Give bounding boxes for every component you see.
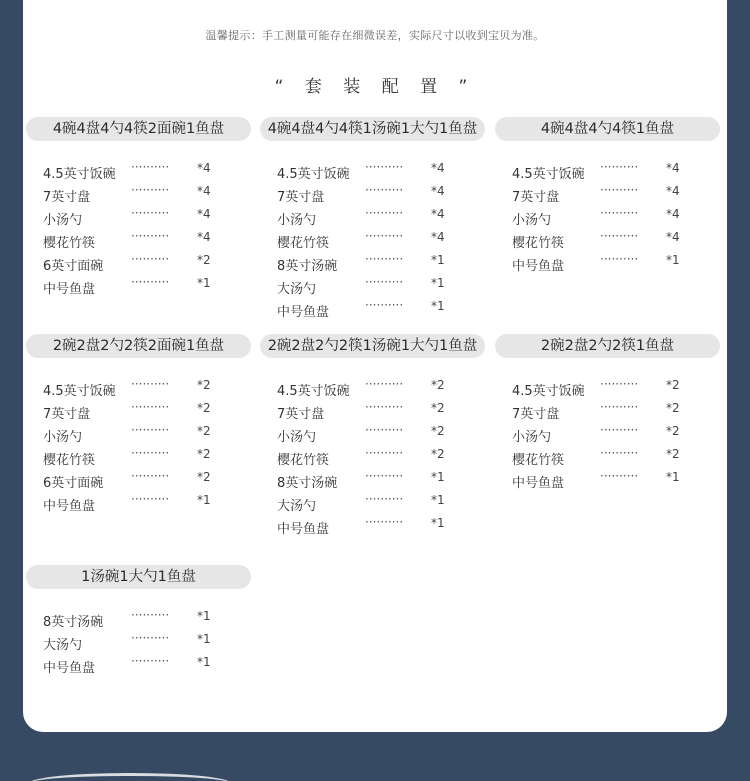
item-quantity: *4: [666, 161, 680, 175]
item-row: [26, 276, 251, 299]
item-name: 7英寸盘: [512, 190, 560, 205]
package-title: 4碗4盘4勺4筷1汤碗1大勺1鱼盘: [260, 117, 485, 141]
item-quantity: *2: [666, 401, 680, 415]
item-leader-dots: ··········: [131, 252, 170, 266]
package-title: 2碗2盘2勺2筷1汤碗1大勺1鱼盘: [260, 334, 485, 358]
item-row: [260, 161, 485, 184]
item-row: [26, 230, 251, 253]
item-name: 小汤勺: [43, 430, 83, 445]
item-quantity: *1: [197, 655, 211, 669]
item-name: 7英寸盘: [43, 190, 91, 205]
item-name: 樱花竹筷: [277, 236, 330, 251]
item-row: [495, 184, 720, 207]
item-quantity: *1: [666, 470, 680, 484]
item-leader-dots: ··········: [600, 469, 639, 483]
item-name: 4.5英寸饭碗: [43, 384, 116, 399]
item-leader-dots: ··········: [600, 423, 639, 437]
item-quantity: *1: [197, 493, 211, 507]
item-row: [260, 470, 485, 493]
item-quantity: *1: [431, 276, 445, 290]
package-items: [260, 161, 485, 322]
item-leader-dots: ··········: [131, 400, 170, 414]
item-leader-dots: ··········: [600, 377, 639, 391]
item-leader-dots: ··········: [365, 492, 404, 506]
item-name: 中号鱼盘: [512, 259, 565, 274]
item-quantity: *2: [197, 401, 211, 415]
item-row: [495, 378, 720, 401]
item-leader-dots: ··········: [365, 183, 404, 197]
item-name: 樱花竹筷: [512, 236, 565, 251]
item-quantity: *2: [666, 447, 680, 461]
item-quantity: *2: [666, 378, 680, 392]
item-name: 大汤勺: [277, 282, 317, 297]
item-row: [260, 401, 485, 424]
item-name: 4.5英寸饭碗: [43, 167, 116, 182]
item-leader-dots: ··········: [365, 275, 404, 289]
item-row: [495, 447, 720, 470]
item-row: [260, 299, 485, 322]
item-leader-dots: ··········: [365, 377, 404, 391]
item-name: 小汤勺: [277, 213, 317, 228]
item-leader-dots: ··········: [131, 183, 170, 197]
item-row: [495, 470, 720, 493]
item-leader-dots: ··········: [600, 206, 639, 220]
item-row: [260, 424, 485, 447]
item-quantity: *4: [431, 161, 445, 175]
item-leader-dots: ··········: [600, 446, 639, 460]
item-name: 4.5英寸饭碗: [277, 167, 350, 182]
item-quantity: *2: [197, 253, 211, 267]
item-name: 小汤勺: [512, 430, 552, 445]
item-leader-dots: ··········: [131, 275, 170, 289]
package-items: [260, 378, 485, 539]
item-row: [260, 378, 485, 401]
item-quantity: *2: [197, 378, 211, 392]
item-quantity: *4: [197, 184, 211, 198]
item-row: [260, 207, 485, 230]
package-block: [260, 117, 485, 322]
item-quantity: *1: [431, 470, 445, 484]
item-row: [26, 401, 251, 424]
item-quantity: *2: [431, 424, 445, 438]
item-name: 中号鱼盘: [43, 499, 96, 514]
package-block: [26, 334, 251, 516]
package-title: 4碗4盘4勺4筷2面碗1鱼盘: [26, 117, 251, 141]
item-row: [260, 493, 485, 516]
item-leader-dots: ··········: [131, 160, 170, 174]
measurement-notice: 温馨提示：手工测量可能存在细微误差，实际尺寸以收到宝贝为准。: [205, 29, 545, 42]
item-row: [260, 230, 485, 253]
item-quantity: *2: [431, 401, 445, 415]
item-leader-dots: ··········: [131, 377, 170, 391]
package-items: [495, 161, 720, 276]
item-row: [495, 230, 720, 253]
item-name: 6英寸面碗: [43, 476, 104, 491]
item-quantity: *1: [431, 493, 445, 507]
item-quantity: *2: [197, 424, 211, 438]
package-block: [26, 117, 251, 299]
item-leader-dots: ··········: [131, 492, 170, 506]
item-leader-dots: ··········: [365, 206, 404, 220]
item-leader-dots: ··········: [365, 298, 404, 312]
item-quantity: *1: [666, 253, 680, 267]
item-name: 樱花竹筷: [43, 453, 96, 468]
package-title: 2碗2盘2勺2筷2面碗1鱼盘: [26, 334, 251, 358]
item-quantity: *2: [666, 424, 680, 438]
package-block: [495, 334, 720, 493]
item-leader-dots: ··········: [131, 423, 170, 437]
item-leader-dots: ··········: [131, 608, 170, 622]
item-name: 8英寸汤碗: [277, 476, 338, 491]
item-name: 大汤勺: [43, 638, 83, 653]
item-name: 中号鱼盘: [43, 661, 96, 676]
item-row: [260, 184, 485, 207]
item-name: 7英寸盘: [277, 190, 325, 205]
item-quantity: *4: [197, 207, 211, 221]
package-items: [26, 609, 251, 678]
item-leader-dots: ··········: [131, 446, 170, 460]
item-name: 4.5英寸饭碗: [512, 167, 585, 182]
item-leader-dots: ··········: [131, 654, 170, 668]
item-name: 4.5英寸饭碗: [512, 384, 585, 399]
package-title: 4碗4盘4勺4筷1鱼盘: [495, 117, 720, 141]
item-leader-dots: ··········: [365, 515, 404, 529]
item-row: [260, 253, 485, 276]
package-items: [26, 161, 251, 299]
item-name: 中号鱼盘: [512, 476, 565, 491]
item-name: 7英寸盘: [512, 407, 560, 422]
item-quantity: *4: [666, 184, 680, 198]
section-title: “ 套 装 配 置 ”: [274, 77, 476, 97]
item-leader-dots: ··········: [365, 400, 404, 414]
item-quantity: *1: [431, 516, 445, 530]
item-quantity: *1: [197, 276, 211, 290]
item-row: [495, 401, 720, 424]
item-name: 樱花竹筷: [277, 453, 330, 468]
item-quantity: *4: [666, 230, 680, 244]
item-quantity: *4: [197, 230, 211, 244]
item-name: 樱花竹筷: [512, 453, 565, 468]
package-block: [495, 117, 720, 276]
item-quantity: *1: [431, 253, 445, 267]
item-quantity: *4: [431, 230, 445, 244]
item-quantity: *1: [197, 632, 211, 646]
item-quantity: *4: [197, 161, 211, 175]
item-row: [495, 161, 720, 184]
item-name: 8英寸汤碗: [277, 259, 338, 274]
item-leader-dots: ··········: [365, 446, 404, 460]
item-leader-dots: ··········: [600, 229, 639, 243]
package-block: [260, 334, 485, 539]
item-row: [26, 632, 251, 655]
item-name: 樱花竹筷: [43, 236, 96, 251]
item-name: 小汤勺: [277, 430, 317, 445]
item-row: [26, 655, 251, 678]
item-row: [495, 253, 720, 276]
item-quantity: *1: [197, 609, 211, 623]
item-name: 7英寸盘: [43, 407, 91, 422]
item-row: [26, 161, 251, 184]
item-name: 中号鱼盘: [43, 282, 96, 297]
package-title: 2碗2盘2勺2筷1鱼盘: [495, 334, 720, 358]
item-leader-dots: ··········: [365, 423, 404, 437]
package-block: [26, 565, 251, 678]
item-leader-dots: ··········: [365, 469, 404, 483]
item-leader-dots: ··········: [600, 160, 639, 174]
item-row: [260, 516, 485, 539]
item-row: [495, 207, 720, 230]
item-leader-dots: ··········: [131, 229, 170, 243]
package-items: [26, 378, 251, 516]
item-name: 小汤勺: [43, 213, 83, 228]
item-leader-dots: ··········: [365, 160, 404, 174]
item-quantity: *4: [431, 184, 445, 198]
item-leader-dots: ··········: [600, 400, 639, 414]
item-row: [495, 424, 720, 447]
item-row: [260, 447, 485, 470]
item-quantity: *2: [431, 378, 445, 392]
item-name: 中号鱼盘: [277, 305, 330, 320]
item-row: [26, 609, 251, 632]
item-quantity: *4: [431, 207, 445, 221]
item-row: [26, 447, 251, 470]
item-row: [26, 184, 251, 207]
item-quantity: *2: [431, 447, 445, 461]
item-leader-dots: ··········: [600, 252, 639, 266]
package-items: [495, 378, 720, 493]
item-quantity: *4: [666, 207, 680, 221]
item-row: [26, 424, 251, 447]
item-name: 大汤勺: [277, 499, 317, 514]
item-name: 6英寸面碗: [43, 259, 104, 274]
item-leader-dots: ··········: [131, 469, 170, 483]
item-name: 4.5英寸饭碗: [277, 384, 350, 399]
item-quantity: *1: [431, 299, 445, 313]
item-leader-dots: ··········: [365, 252, 404, 266]
package-title: 1汤碗1大勺1鱼盘: [26, 565, 251, 589]
item-leader-dots: ··········: [365, 229, 404, 243]
item-name: 8英寸汤碗: [43, 615, 104, 630]
item-row: [260, 276, 485, 299]
item-quantity: *2: [197, 470, 211, 484]
item-row: [26, 253, 251, 276]
item-row: [26, 378, 251, 401]
item-row: [26, 207, 251, 230]
item-name: 小汤勺: [512, 213, 552, 228]
item-leader-dots: ··········: [131, 631, 170, 645]
item-quantity: *2: [197, 447, 211, 461]
item-row: [26, 493, 251, 516]
item-name: 7英寸盘: [277, 407, 325, 422]
item-row: [26, 470, 251, 493]
item-leader-dots: ··········: [131, 206, 170, 220]
item-leader-dots: ··········: [600, 183, 639, 197]
item-name: 中号鱼盘: [277, 522, 330, 537]
